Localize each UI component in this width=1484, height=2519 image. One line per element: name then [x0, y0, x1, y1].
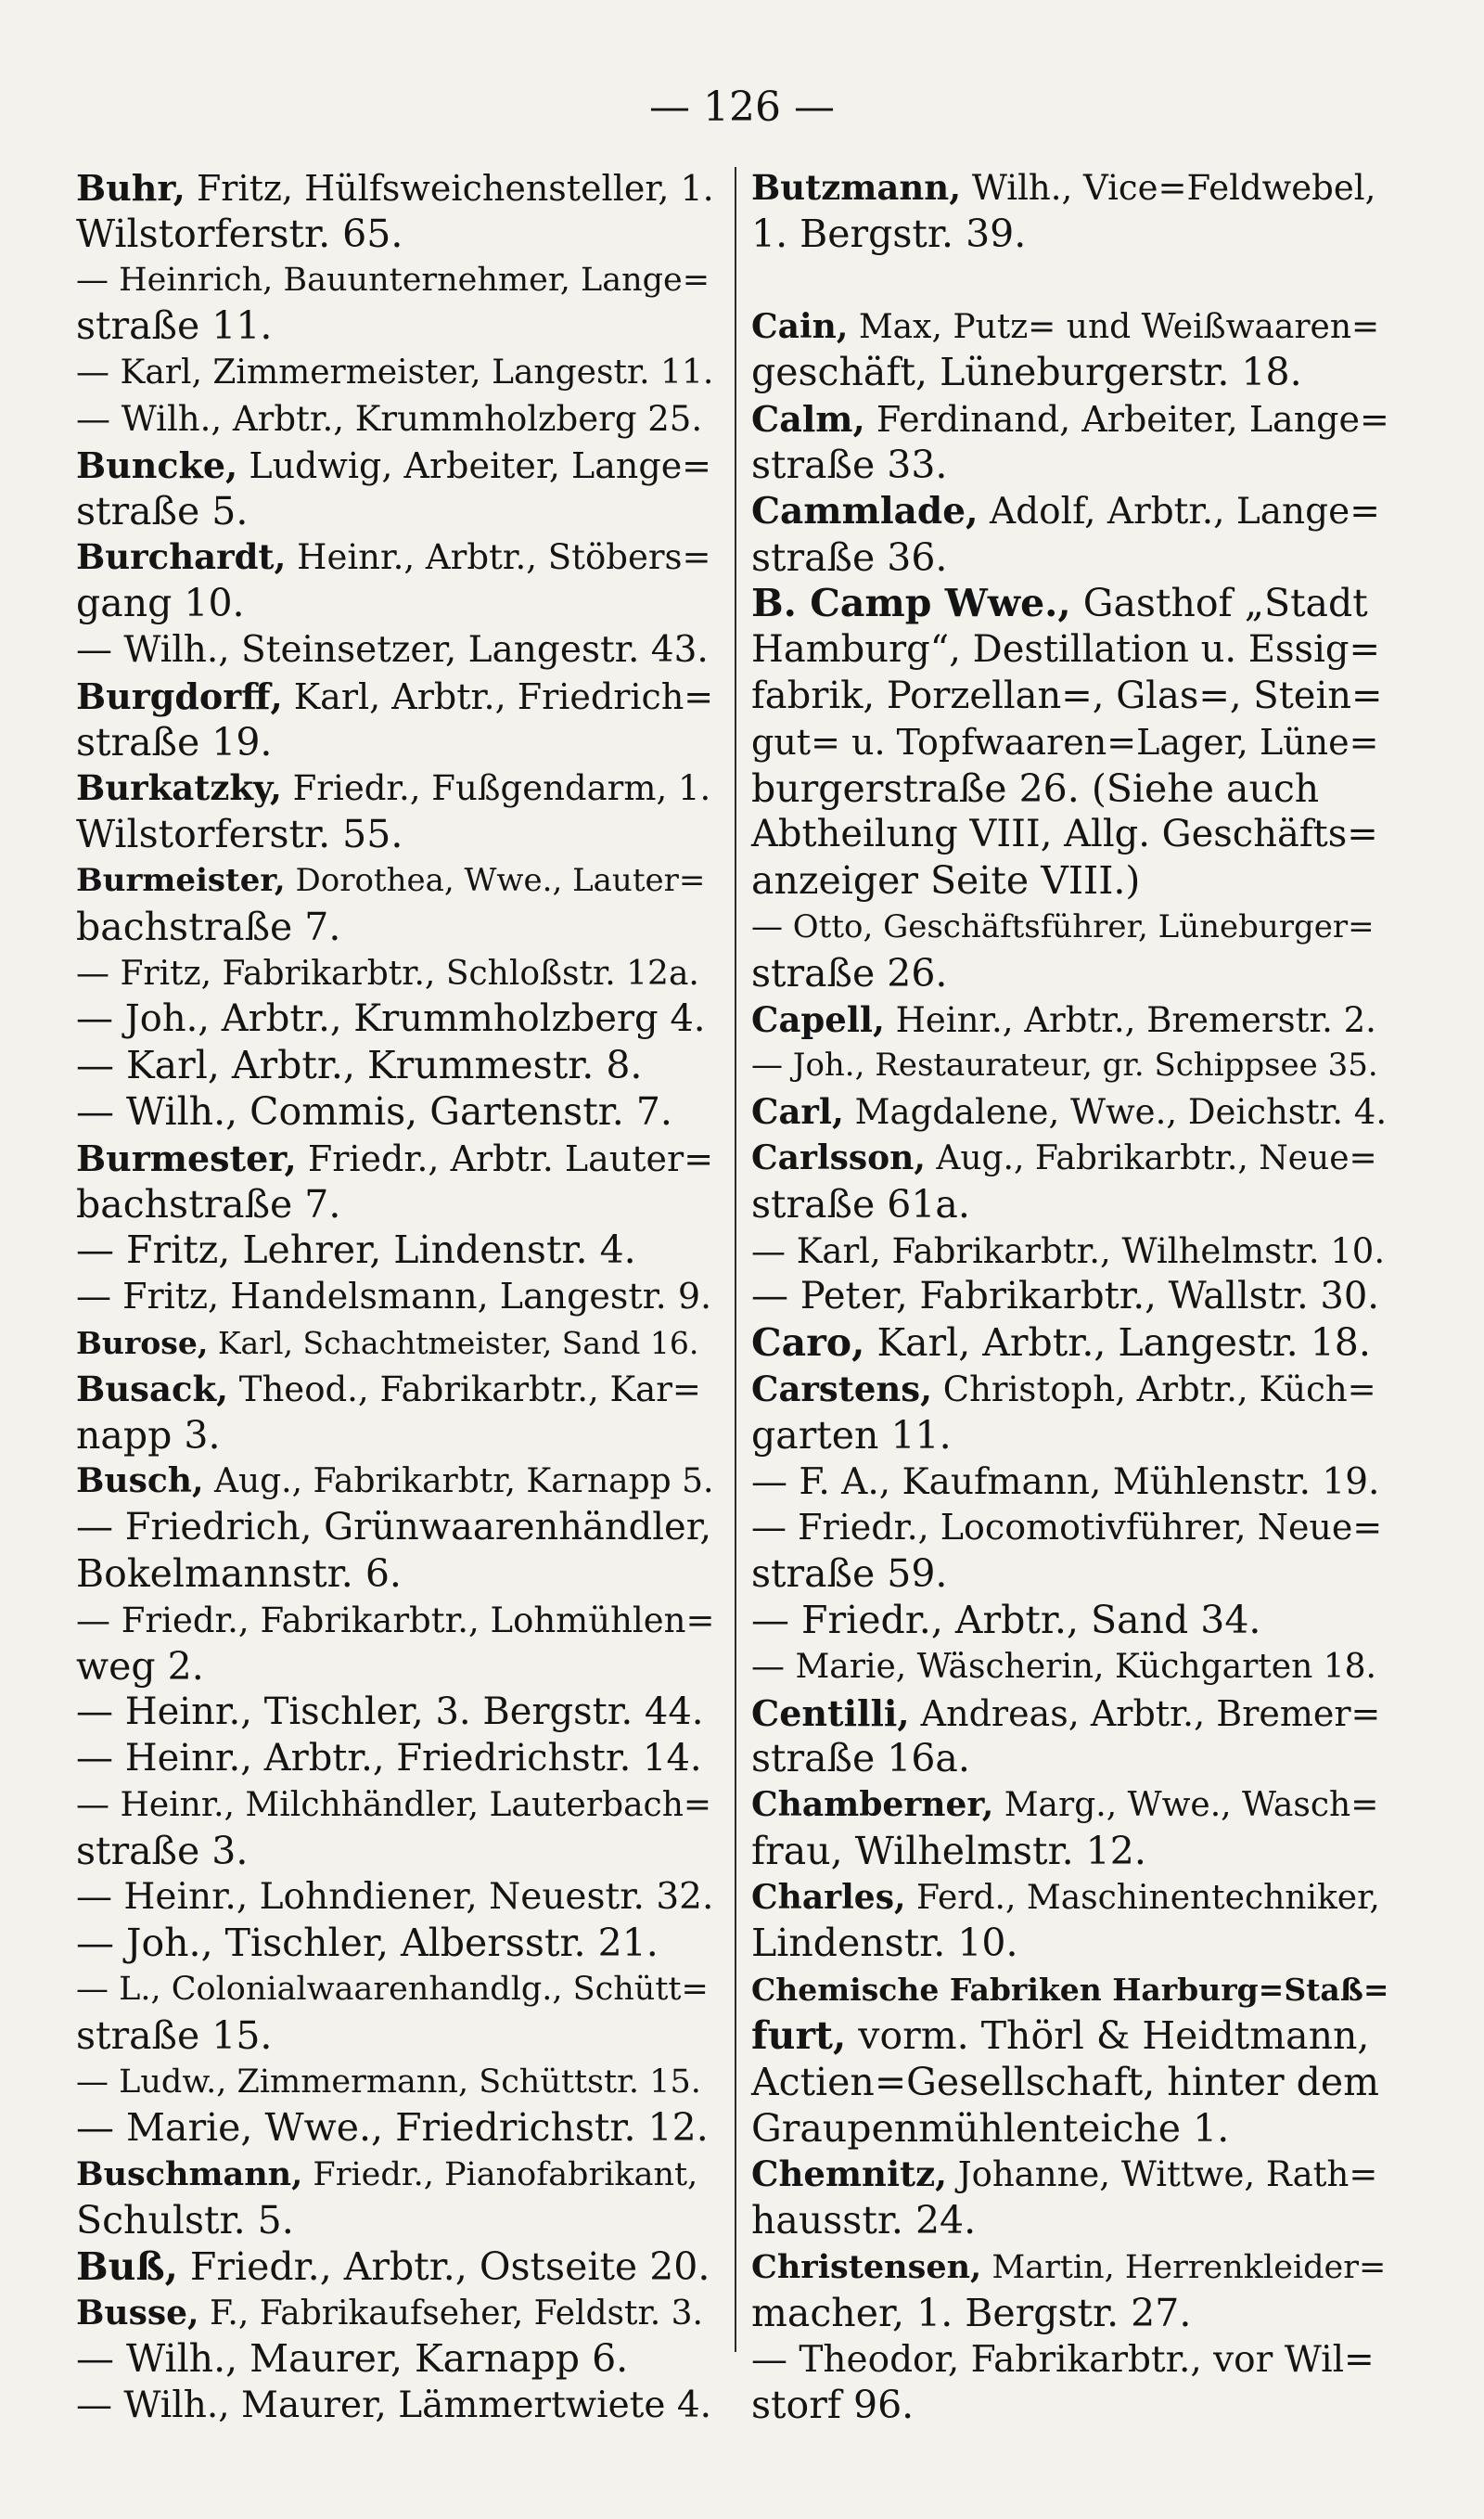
entry-text: Fritz, Hülfsweichensteller, 1.	[185, 168, 714, 209]
entry-text: — Friedr., Arbtr., Sand 34.	[751, 1597, 1261, 1642]
directory-line	[76, 303, 714, 350]
entry-text: Adolf, Arbtr., Lange=	[978, 490, 1380, 533]
entry-text: — Karl, Fabrikarbtr., Wilhelmstr. 10.	[751, 1230, 1386, 1271]
directory-line	[76, 2060, 714, 2106]
directory-line	[76, 1089, 714, 1136]
entry-surname: Cain,	[751, 306, 849, 346]
entry-text: Magdalene, Wwe., Deichstr. 4.	[843, 1092, 1388, 1133]
entry-text: Hamburg“, Destillation u. Essig=	[751, 628, 1380, 672]
entry-text: Bokelmannstr. 6.	[76, 1550, 402, 1596]
directory-line	[76, 396, 714, 443]
entry-surname: Burchardt,	[76, 536, 287, 578]
entry-surname: Burkatzky,	[76, 767, 282, 809]
entry-text: straße 19.	[76, 719, 273, 765]
directory-line	[76, 1921, 714, 1967]
directory-line	[76, 996, 714, 1043]
entry-text: bachstraße 7.	[76, 904, 341, 949]
entry-surname: Busch,	[76, 1461, 204, 1501]
directory-line	[76, 1320, 714, 1367]
directory-line	[751, 304, 1389, 351]
entry-surname: Busse,	[76, 2293, 199, 2333]
directory-line	[751, 1829, 1389, 1875]
entry-surname: Charles,	[751, 1877, 906, 1917]
directory-line	[76, 212, 714, 258]
directory-line	[751, 905, 1389, 951]
column-divider	[735, 167, 736, 2352]
directory-line	[751, 396, 1389, 443]
directory-line	[751, 165, 1389, 212]
entry-surname: Capell,	[751, 998, 885, 1040]
directory-line	[76, 258, 714, 304]
directory-line	[751, 812, 1389, 858]
entry-text: Max, Putz= und Weißwaaren=	[848, 307, 1380, 346]
entry-text: Christoph, Arbtr., Küch=	[932, 1369, 1376, 1409]
entry-text: straße 33.	[751, 442, 948, 487]
entry-text: Ludwig, Arbeiter, Lange=	[237, 444, 712, 486]
directory-line	[76, 1367, 714, 1413]
directory-line	[76, 858, 714, 905]
directory-line	[751, 2383, 1389, 2429]
directory-line	[751, 1136, 1389, 1182]
entry-surname: Buncke,	[76, 443, 238, 486]
entry-text: Wilstorferstr. 65.	[76, 211, 403, 256]
entry-text: Friedr., Fußgendarm, 1.	[281, 768, 711, 809]
directory-line	[751, 1736, 1389, 1782]
directory-line	[751, 489, 1389, 535]
directory-line	[76, 1874, 714, 1921]
entry-surname: Buß,	[76, 2243, 178, 2289]
entry-text: — Fritz, Fabrikarbtr., Schloßstr. 12a.	[76, 954, 699, 993]
directory-line	[751, 1921, 1389, 1967]
entry-text: — Karl, Zimmermeister, Langestr. 11.	[76, 353, 714, 392]
entry-surname: Caro,	[751, 1320, 865, 1366]
directory-line	[751, 1043, 1389, 1089]
entry-text: Dorothea, Wwe., Lauter=	[285, 861, 706, 899]
entry-text: Ferdinand, Arbeiter, Lange=	[864, 399, 1389, 441]
entry-text: — L., Colonialwaarenhandlg., Schütt=	[76, 1971, 709, 2009]
entry-text: hausstr. 24.	[751, 2198, 977, 2243]
entry-text: straße 36.	[751, 534, 948, 580]
entry-text: geschäft, Lüneburgerstr. 18.	[751, 350, 1302, 395]
directory-line	[76, 1782, 714, 1829]
entry-text: vorm. Thörl & Heidtmann,	[846, 2013, 1370, 2059]
entry-text: — Peter, Fabrikarbtr., Wallstr. 30.	[751, 1275, 1380, 1318]
entry-surname: Busack,	[76, 1368, 229, 1409]
directory-line	[751, 627, 1389, 674]
entry-text: — Fritz, Lehrer, Lindenstr. 4.	[76, 1227, 636, 1273]
entry-text: Wilh., Vice=Feldwebel,	[961, 168, 1376, 208]
entry-text: Karl, Schachtmeister, Sand 16.	[208, 1324, 699, 1361]
entry-text: — Marie, Wäscherin, Küchgarten 18.	[751, 1647, 1376, 1686]
directory-line	[76, 1413, 714, 1459]
entry-text: — Theodor, Fabrikarbtr., vor Wil=	[751, 2338, 1375, 2381]
directory-line	[751, 1320, 1389, 1367]
entry-surname: Chamberner,	[751, 1785, 994, 1825]
entry-surname: furt,	[751, 2013, 847, 2059]
entry-text: — Friedrich, Grünwaarenhändler,	[76, 1506, 712, 1549]
entry-surname: Centilli,	[751, 1691, 910, 1734]
entry-text: gang 10.	[76, 581, 245, 626]
entry-text: Theod., Fabrikarbtr., Kar=	[228, 1369, 701, 1409]
entry-surname: Burmester,	[76, 1137, 297, 1179]
entry-text: Friedr., Arbtr. Lauter=	[296, 1137, 714, 1179]
directory-line	[76, 2105, 714, 2152]
directory-line	[751, 1551, 1389, 1598]
directory-line	[751, 1228, 1389, 1275]
entry-surname: Burgdorff,	[76, 675, 283, 717]
directory-line	[76, 1274, 714, 1320]
directory-line	[76, 2244, 714, 2291]
directory-line	[751, 1782, 1389, 1829]
directory-line	[751, 2106, 1389, 2153]
directory-line	[751, 1598, 1389, 1644]
directory-line	[76, 2013, 714, 2060]
entry-text: Friedr., Arbtr., Ostseite 20.	[177, 2243, 710, 2289]
directory-line	[76, 2198, 714, 2244]
directory-line	[751, 997, 1389, 1044]
directory-line	[751, 1644, 1389, 1690]
entry-surname: Christensen,	[751, 2248, 982, 2287]
entry-text: Abtheilung VIII, Allg. Geschäfts=	[751, 813, 1378, 856]
entry-text: — F. A., Kaufmann, Mühlenstr. 19.	[751, 1460, 1380, 1503]
entry-text: — Joh., Restaurateur, gr. Schippsee 35.	[751, 1047, 1378, 1085]
directory-line	[76, 1967, 714, 2013]
directory-line	[751, 1413, 1389, 1459]
entry-text: — Joh., Arbtr., Krummholzberg 4.	[76, 997, 706, 1041]
left-column	[76, 165, 714, 2429]
entry-surname: Burmeister,	[76, 861, 286, 899]
entry-surname: Carstens,	[751, 1368, 932, 1409]
entry-text: anzeiger Seite VIII.)	[751, 858, 1141, 904]
entry-text: Andreas, Arbtr., Bremer=	[909, 1692, 1381, 1734]
entry-surname: B. Camp Wwe.,	[751, 581, 1071, 626]
entry-surname: Butzmann,	[751, 167, 962, 208]
directory-line	[751, 951, 1389, 997]
directory-line	[76, 443, 714, 489]
directory-line	[76, 2291, 714, 2337]
directory-line	[751, 2013, 1389, 2060]
directory-line	[751, 350, 1389, 396]
directory-line	[751, 1274, 1389, 1320]
entry-text: — Otto, Geschäftsführer, Lüneburger=	[751, 907, 1375, 945]
entry-surname: Buhr,	[76, 167, 186, 209]
entry-text: straße 16a.	[751, 1736, 970, 1781]
right-column	[751, 165, 1389, 2429]
entry-text: straße 3.	[76, 1828, 249, 1873]
directory-line	[76, 951, 714, 997]
entry-text: Actien=Gesellschaft, hinter dem	[751, 2059, 1379, 2104]
entry-text: Aug., Fabrikarbtr., Neue=	[925, 1138, 1377, 1177]
directory-line	[76, 2336, 714, 2383]
directory-line	[76, 1182, 714, 1228]
directory-line	[751, 1089, 1389, 1136]
entry-text: Martin, Herrenkleider=	[981, 2249, 1387, 2287]
directory-line	[751, 443, 1389, 489]
entry-text: — Friedr., Fabrikarbtr., Lohmühlen=	[76, 1600, 715, 1640]
entry-surname: Chemnitz,	[751, 2153, 947, 2195]
directory-line	[76, 1644, 714, 1690]
directory-line	[751, 2337, 1389, 2384]
directory-line	[751, 1505, 1389, 1551]
entry-text: — Heinr., Lohndiener, Neuestr. 32.	[76, 1876, 714, 1919]
entry-text: straße 59.	[751, 1551, 948, 1597]
entry-surname: Calm,	[751, 398, 865, 441]
entry-text: Marg., Wwe., Wasch=	[993, 1786, 1379, 1825]
entry-text: frau, Wilhelmstr. 12.	[751, 1828, 1146, 1873]
directory-line	[76, 165, 714, 212]
directory-line	[751, 581, 1389, 627]
entry-text: fabrik, Porzellan=, Glas=, Stein=	[751, 674, 1383, 717]
entry-text: garten 11.	[751, 1412, 952, 1458]
entry-text: — Wilh., Maurer, Karnapp 6.	[76, 2336, 629, 2382]
directory-line	[76, 765, 714, 812]
directory-line	[751, 1459, 1389, 1506]
directory-line	[751, 858, 1389, 905]
entry-text: napp 3.	[76, 1412, 221, 1458]
entry-text: Aug., Fabrikarbtr, Karnapp 5.	[203, 1462, 714, 1501]
entry-text: — Wilh., Arbtr., Krummholzberg 25.	[76, 398, 703, 439]
directory-line	[76, 1736, 714, 1782]
directory-line	[76, 627, 714, 674]
directory-line	[76, 534, 714, 581]
entry-text: Schulstr. 5.	[76, 2198, 294, 2243]
directory-line	[751, 2244, 1389, 2291]
entry-text: Johanne, Wittwe, Rath=	[946, 2154, 1378, 2195]
entry-text: Gasthof „Stadt	[1070, 581, 1368, 626]
entry-surname: Chemische Fabriken Harburg=Staß=	[751, 1972, 1389, 2009]
entry-text: storf 96.	[751, 2383, 915, 2428]
directory-line	[76, 674, 714, 720]
directory-line	[76, 350, 714, 396]
entry-text: Lindenstr. 10.	[751, 1921, 1018, 1966]
entry-text: Friedr., Pianofabrikant,	[302, 2156, 698, 2194]
directory-line	[751, 1875, 1389, 1921]
entry-text: weg 2.	[76, 1643, 204, 1689]
directory-line	[76, 1551, 714, 1598]
entry-text: — Wilh., Steinsetzer, Langestr. 43.	[76, 628, 709, 671]
entry-text: — Wilh., Maurer, Lämmertwiete 4.	[76, 2384, 712, 2427]
directory-line	[751, 2060, 1389, 2106]
entry-text: Ferd., Maschinentechniker,	[905, 1878, 1380, 1917]
directory-line	[76, 720, 714, 766]
directory-line	[751, 1690, 1389, 1737]
page-number: — 126 —	[649, 84, 835, 131]
entry-text: straße 11.	[76, 303, 273, 349]
directory-line	[751, 2198, 1389, 2244]
directory-line	[76, 489, 714, 535]
entry-text: — Heinrich, Bauunternehmer, Lange=	[76, 261, 710, 299]
entry-text: Heinr., Arbtr., Bremerstr. 2.	[884, 999, 1376, 1040]
directory-line	[76, 581, 714, 627]
entry-text: gut= u. Topfwaaren=Lager, Lüne=	[751, 721, 1379, 763]
entry-text: — Marie, Wwe., Friedrichstr. 12.	[76, 2105, 709, 2151]
entry-text: — Friedr., Locomotivführer, Neue=	[751, 1507, 1383, 1549]
directory-line	[76, 1136, 714, 1182]
entry-text: Heinr., Arbtr., Stöbers=	[286, 537, 711, 578]
entry-text: straße 26.	[751, 950, 948, 996]
directory-line	[751, 720, 1389, 766]
directory-line	[751, 2291, 1389, 2337]
directory-line	[751, 1367, 1389, 1413]
directory-line	[751, 674, 1389, 720]
directory-line	[76, 1459, 714, 1505]
directory-line	[76, 1505, 714, 1551]
entry-surname: Cammlade,	[751, 489, 979, 533]
directory-line	[751, 212, 1389, 258]
directory-line	[751, 1967, 1389, 2013]
directory-line	[76, 905, 714, 951]
entry-text: — Heinr., Tischler, 3. Bergstr. 44.	[76, 1690, 704, 1734]
directory-line	[76, 1690, 714, 1736]
directory-line	[751, 535, 1389, 582]
entry-surname: Burose,	[76, 1324, 209, 1361]
directory-line	[76, 1829, 714, 1875]
directory-line	[76, 2152, 714, 2198]
directory-line	[76, 812, 714, 858]
entry-text: Karl, Arbtr., Langestr. 18.	[864, 1320, 1371, 1366]
entry-text: bachstraße 7.	[76, 1181, 341, 1227]
directory-line	[76, 1043, 714, 1089]
entry-text: — Joh., Tischler, Albersstr. 21.	[76, 1921, 659, 1966]
entry-text: — Karl, Arbtr., Krummestr. 8.	[76, 1043, 643, 1088]
directory-line	[76, 1227, 714, 1274]
entry-text: 1. Bergstr. 39.	[751, 211, 1027, 256]
directory-line	[751, 766, 1389, 813]
entry-text: — Fritz, Handelsmann, Langestr. 9.	[76, 1276, 712, 1317]
entry-text: — Heinr., Milchhändler, Lauterbach=	[76, 1785, 712, 1824]
directory-line	[76, 1598, 714, 1644]
entry-text: Karl, Arbtr., Friedrich=	[282, 675, 714, 717]
directory-line	[76, 2383, 714, 2429]
entry-text: macher, 1. Bergstr. 27.	[751, 2290, 1192, 2335]
entry-surname: Carlsson,	[751, 1137, 926, 1177]
entry-text: burgerstraße 26. (Siehe auch	[751, 765, 1320, 811]
entry-surname: Carl,	[751, 1091, 844, 1133]
entry-surname: Buschmann,	[76, 2155, 303, 2194]
directory-line	[751, 2152, 1389, 2198]
directory-line	[751, 1182, 1389, 1228]
entry-text: — Ludw., Zimmermann, Schüttstr. 15.	[76, 2063, 701, 2101]
entry-text: — Wilh., Commis, Gartenstr. 7.	[76, 1088, 672, 1134]
entry-text: straße 5.	[76, 488, 249, 533]
entry-text: — Heinr., Arbtr., Friedrichstr. 14.	[76, 1737, 702, 1780]
entry-text: straße 61a.	[751, 1181, 970, 1227]
entry-text: Wilstorferstr. 55.	[76, 812, 403, 857]
entry-text: Graupenmühlenteiche 1.	[751, 2105, 1230, 2151]
entry-text: straße 15.	[76, 2012, 273, 2058]
entry-text: F., Fabrikaufseher, Feldstr. 3.	[198, 2294, 703, 2333]
